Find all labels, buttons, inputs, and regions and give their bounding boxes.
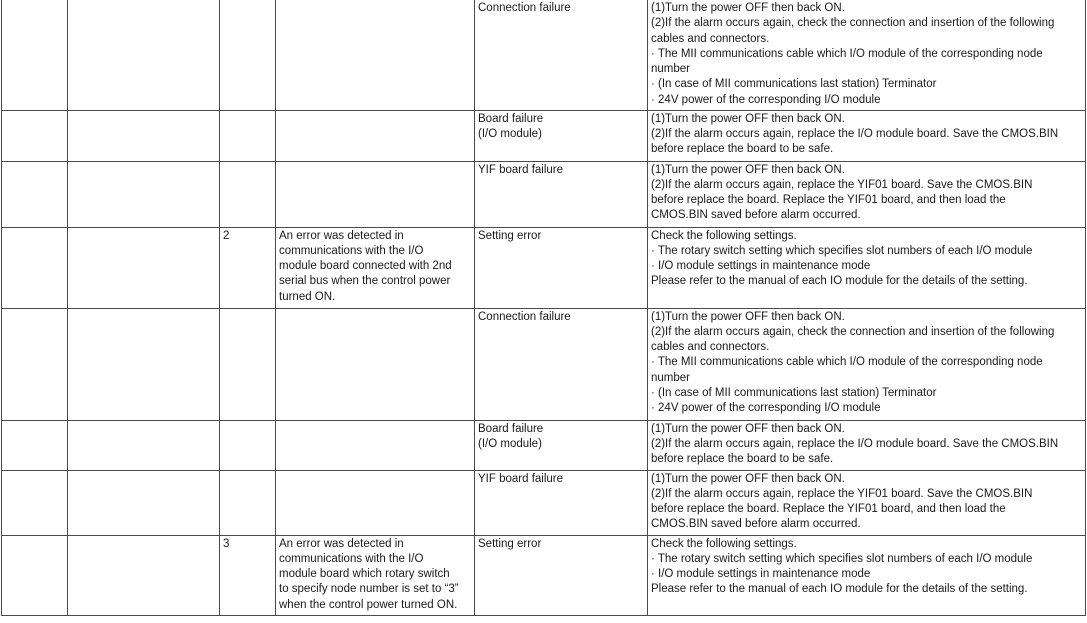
table-row	[2, 0, 1086, 110]
description-line: when the control power turned ON.	[279, 598, 458, 611]
remedy-line: Check the following settings.	[651, 229, 797, 242]
remedy-line: · The MII communications cable which I/O module of the corresponding node	[651, 356, 1043, 369]
cause-cell	[475, 308, 648, 420]
cause-text: (I/O module)	[478, 437, 542, 450]
alarm-name-cell	[68, 470, 220, 535]
remedy-line: (2)If the alarm occurs again, replace the I/O module board. Save the CMOS.BIN	[651, 437, 1059, 450]
remedy-line: before replace the board to be safe.	[651, 143, 834, 156]
description-line: turned ON.	[279, 290, 336, 303]
remedy-cell	[648, 535, 1086, 615]
table-row	[2, 110, 1086, 161]
remedy-line: number	[651, 63, 690, 76]
description-cell	[276, 308, 475, 420]
alarm-number-cell	[2, 0, 68, 110]
cause-cell	[475, 470, 648, 535]
remedy-cell	[648, 308, 1086, 420]
description-line: module board which rotary switch	[279, 568, 450, 581]
sub-code-cell	[220, 420, 276, 470]
remedy-cell	[648, 0, 1086, 110]
alarm-name-cell	[68, 0, 220, 110]
remedy-line: (1)Turn the power OFF then back ON.	[651, 163, 845, 176]
remedy-line: · 24V power of the corresponding I/O module	[651, 93, 881, 106]
alarm-table-body	[2, 0, 1086, 615]
remedy-line: Please refer to the manual of each IO module for the details of the setting.	[651, 275, 1028, 288]
table-row	[2, 470, 1086, 535]
table-row	[2, 308, 1086, 420]
remedy-cell	[648, 227, 1086, 308]
remedy-line: (1)Turn the power OFF then back ON.	[651, 422, 845, 435]
cause-text: YIF board failure	[478, 472, 564, 485]
table-row	[2, 535, 1086, 615]
remedy-line: (2)If the alarm occurs again, check the connection and insertion of the following	[651, 17, 1055, 30]
description-cell	[276, 227, 475, 308]
description-line: communications with the I/O	[279, 552, 424, 565]
cause-text: Connection failure	[478, 310, 571, 323]
alarm-number-cell	[2, 161, 68, 227]
remedy-cell	[648, 420, 1086, 470]
alarm-number-cell	[2, 308, 68, 420]
cause-cell	[475, 161, 648, 227]
remedy-line: · I/O module settings in maintenance mode	[651, 568, 871, 581]
sub-code-cell	[220, 470, 276, 535]
sub-code-cell	[220, 0, 276, 110]
alarm-number-cell	[2, 227, 68, 308]
remedy-line: (2)If the alarm occurs again, replace the YIF01 board. Save the CMOS.BIN	[651, 178, 1033, 191]
alarm-name-cell	[68, 420, 220, 470]
description-line: communications with the I/O	[279, 244, 424, 257]
remedy-line: · (In case of MII communications last station) Terminator	[651, 78, 937, 91]
remedy-line: (1)Turn the power OFF then back ON.	[651, 310, 845, 323]
cause-text: (I/O module)	[478, 127, 542, 140]
remedy-line: · 24V power of the corresponding I/O module	[651, 402, 881, 415]
description-cell	[276, 470, 475, 535]
sub-code: 2	[223, 229, 230, 242]
remedy-cell	[648, 110, 1086, 161]
remedy-line: cables and connectors.	[651, 341, 770, 354]
description-line: An error was detected in	[279, 537, 404, 550]
remedy-line: · (In case of MII communications last station) Terminator	[651, 386, 937, 399]
description-cell	[276, 110, 475, 161]
cause-cell	[475, 420, 648, 470]
description-line: serial bus when the control power	[279, 275, 451, 288]
sub-code: 3	[223, 537, 230, 550]
cause-cell	[475, 110, 648, 161]
alarm-name-cell	[68, 227, 220, 308]
remedy-line: cables and connectors.	[651, 32, 770, 45]
description-cell	[276, 420, 475, 470]
table-row	[2, 420, 1086, 470]
remedy-line: (2)If the alarm occurs again, check the connection and insertion of the following	[651, 325, 1055, 338]
remedy-line: Please refer to the manual of each IO module for the details of the setting.	[651, 583, 1028, 596]
description-cell	[276, 161, 475, 227]
cause-cell	[475, 227, 648, 308]
alarm-number-cell	[2, 110, 68, 161]
remedy-cell	[648, 470, 1086, 535]
cause-cell	[475, 535, 648, 615]
sub-code-cell	[220, 110, 276, 161]
cause-text: Board failure	[478, 422, 544, 435]
description-line: module board connected with 2nd	[279, 260, 452, 273]
remedy-line: (1)Turn the power OFF then back ON.	[651, 472, 845, 485]
remedy-line: (1)Turn the power OFF then back ON.	[651, 112, 845, 125]
remedy-line: · The MII communications cable which I/O module of the corresponding node	[651, 47, 1043, 60]
alarm-table	[1, 0, 1086, 616]
remedy-line: CMOS.BIN saved before alarm occurred.	[651, 518, 861, 531]
sub-code-cell	[220, 227, 276, 308]
cause-text: Setting error	[478, 537, 542, 550]
remedy-line: CMOS.BIN saved before alarm occurred.	[651, 209, 861, 222]
sub-code-cell	[220, 535, 276, 615]
remedy-line: · The rotary switch setting which specifies slot numbers of each I/O module	[651, 244, 1033, 257]
alarm-number-cell	[2, 470, 68, 535]
cause-text: Setting error	[478, 229, 542, 242]
remedy-line: (2)If the alarm occurs again, replace the I/O module board. Save the CMOS.BIN	[651, 127, 1059, 140]
remedy-line: number	[651, 371, 690, 384]
description-cell	[276, 535, 475, 615]
sub-code-cell	[220, 308, 276, 420]
alarm-name-cell	[68, 161, 220, 227]
remedy-line: before replace the board. Replace the YIF01 board, and then load the	[651, 194, 1006, 207]
sub-code-cell	[220, 161, 276, 227]
alarm-number-cell	[2, 535, 68, 615]
remedy-line: before replace the board. Replace the YIF01 board, and then load the	[651, 503, 1006, 516]
cause-cell	[475, 0, 648, 110]
remedy-line: · I/O module settings in maintenance mode	[651, 260, 871, 273]
description-line: An error was detected in	[279, 229, 404, 242]
remedy-line: Check the following settings.	[651, 537, 797, 550]
cause-text: Board failure	[478, 112, 544, 125]
cause-text: Connection failure	[478, 2, 571, 14]
remedy-line: · The rotary switch setting which specifies slot numbers of each I/O module	[651, 552, 1033, 565]
description-cell	[276, 0, 475, 110]
remedy-line: before replace the board to be safe.	[651, 453, 834, 466]
table-row	[2, 227, 1086, 308]
description-line: to specify node number is set to “3”	[279, 583, 459, 596]
alarm-name-cell	[68, 535, 220, 615]
remedy-line: (1)Turn the power OFF then back ON.	[651, 2, 845, 14]
cause-text: YIF board failure	[478, 163, 564, 176]
remedy-cell	[648, 161, 1086, 227]
alarm-name-cell	[68, 308, 220, 420]
table-row	[2, 161, 1086, 227]
alarm-name-cell	[68, 110, 220, 161]
remedy-line: (2)If the alarm occurs again, replace the YIF01 board. Save the CMOS.BIN	[651, 487, 1033, 500]
alarm-number-cell	[2, 420, 68, 470]
